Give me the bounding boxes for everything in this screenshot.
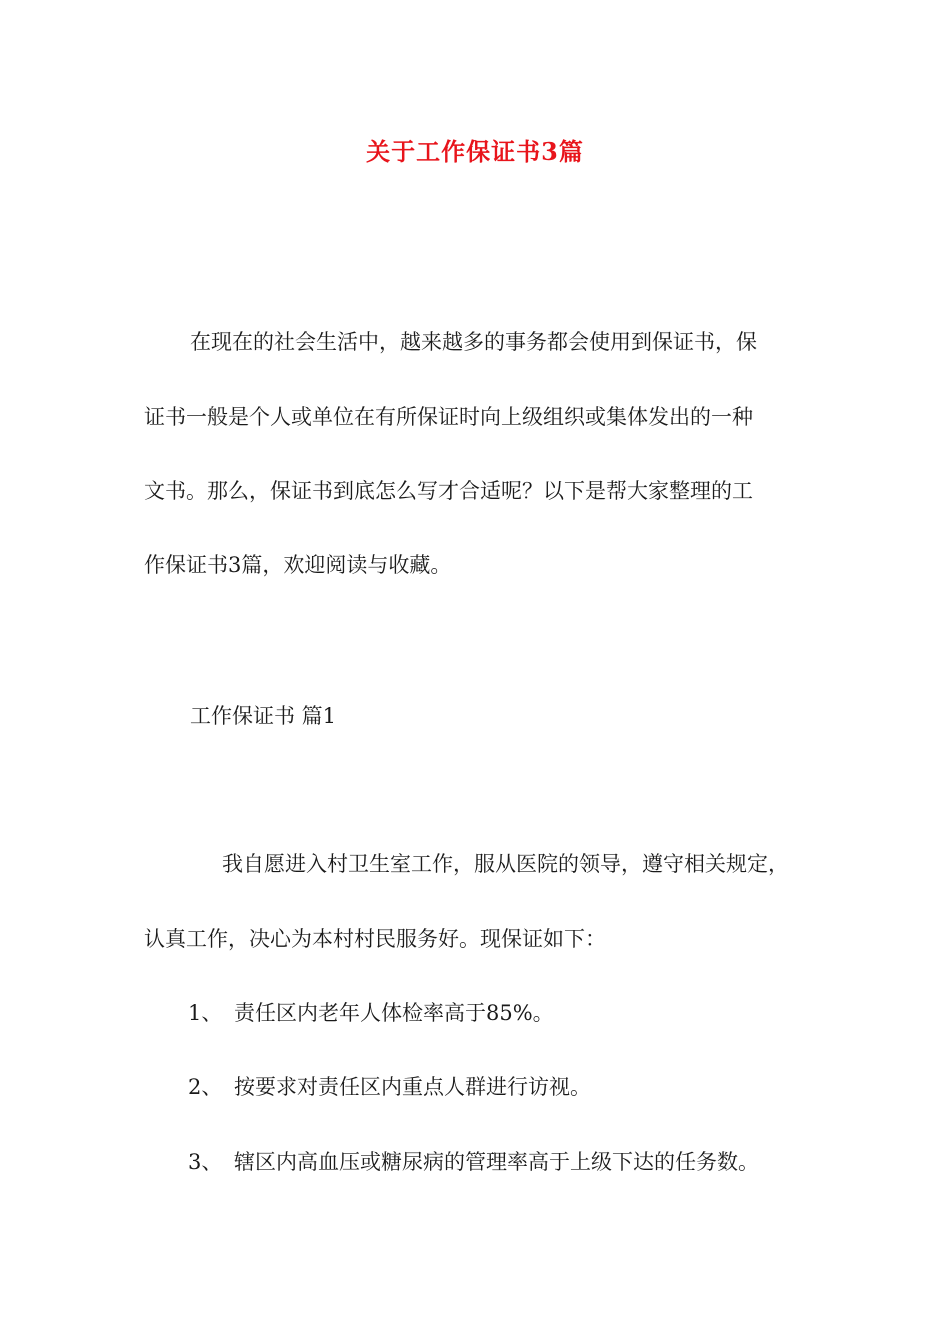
list-item [188,1071,591,1103]
section-body-line-1: 我自愿进入村卫生室工作，服从医院的领导，遵守相关规定， [222,852,789,876]
document-title: 关于工作保证书3篇 [366,137,584,166]
intro-line-1: 在现在的社会生活中，越来越多的事务都会使用到保证书，保 [190,330,757,354]
list-item-text: 责任区内老年人体检率高于85%。 [234,1001,554,1025]
intro-line-4: 作保证书3篇，欢迎阅读与收藏。 [144,553,452,577]
intro-line-3: 文书。那么，保证书到底怎么写才合适呢？以下是帮大家整理的工 [144,479,753,503]
section-heading: 工作保证书 篇1 [190,704,337,728]
list-item-text: 按要求对责任区内重点人群进行访视。 [234,1075,591,1099]
section-body-line-2: 认真工作，决心为本村村民服务好。现保证如下： [144,927,606,951]
intro-line-2: 证书一般是个人或单位在有所保证时向上级组织或集体发出的一种 [144,405,753,429]
list-item-text: 辖区内高血压或糖尿病的管理率高于上级下达的任务数。 [234,1150,759,1174]
list-item-number: 2、 [188,1075,223,1099]
list-item [188,997,554,1029]
list-item-number: 1、 [188,1001,223,1025]
list-item-number: 3、 [188,1150,223,1174]
list-item [188,1146,759,1178]
